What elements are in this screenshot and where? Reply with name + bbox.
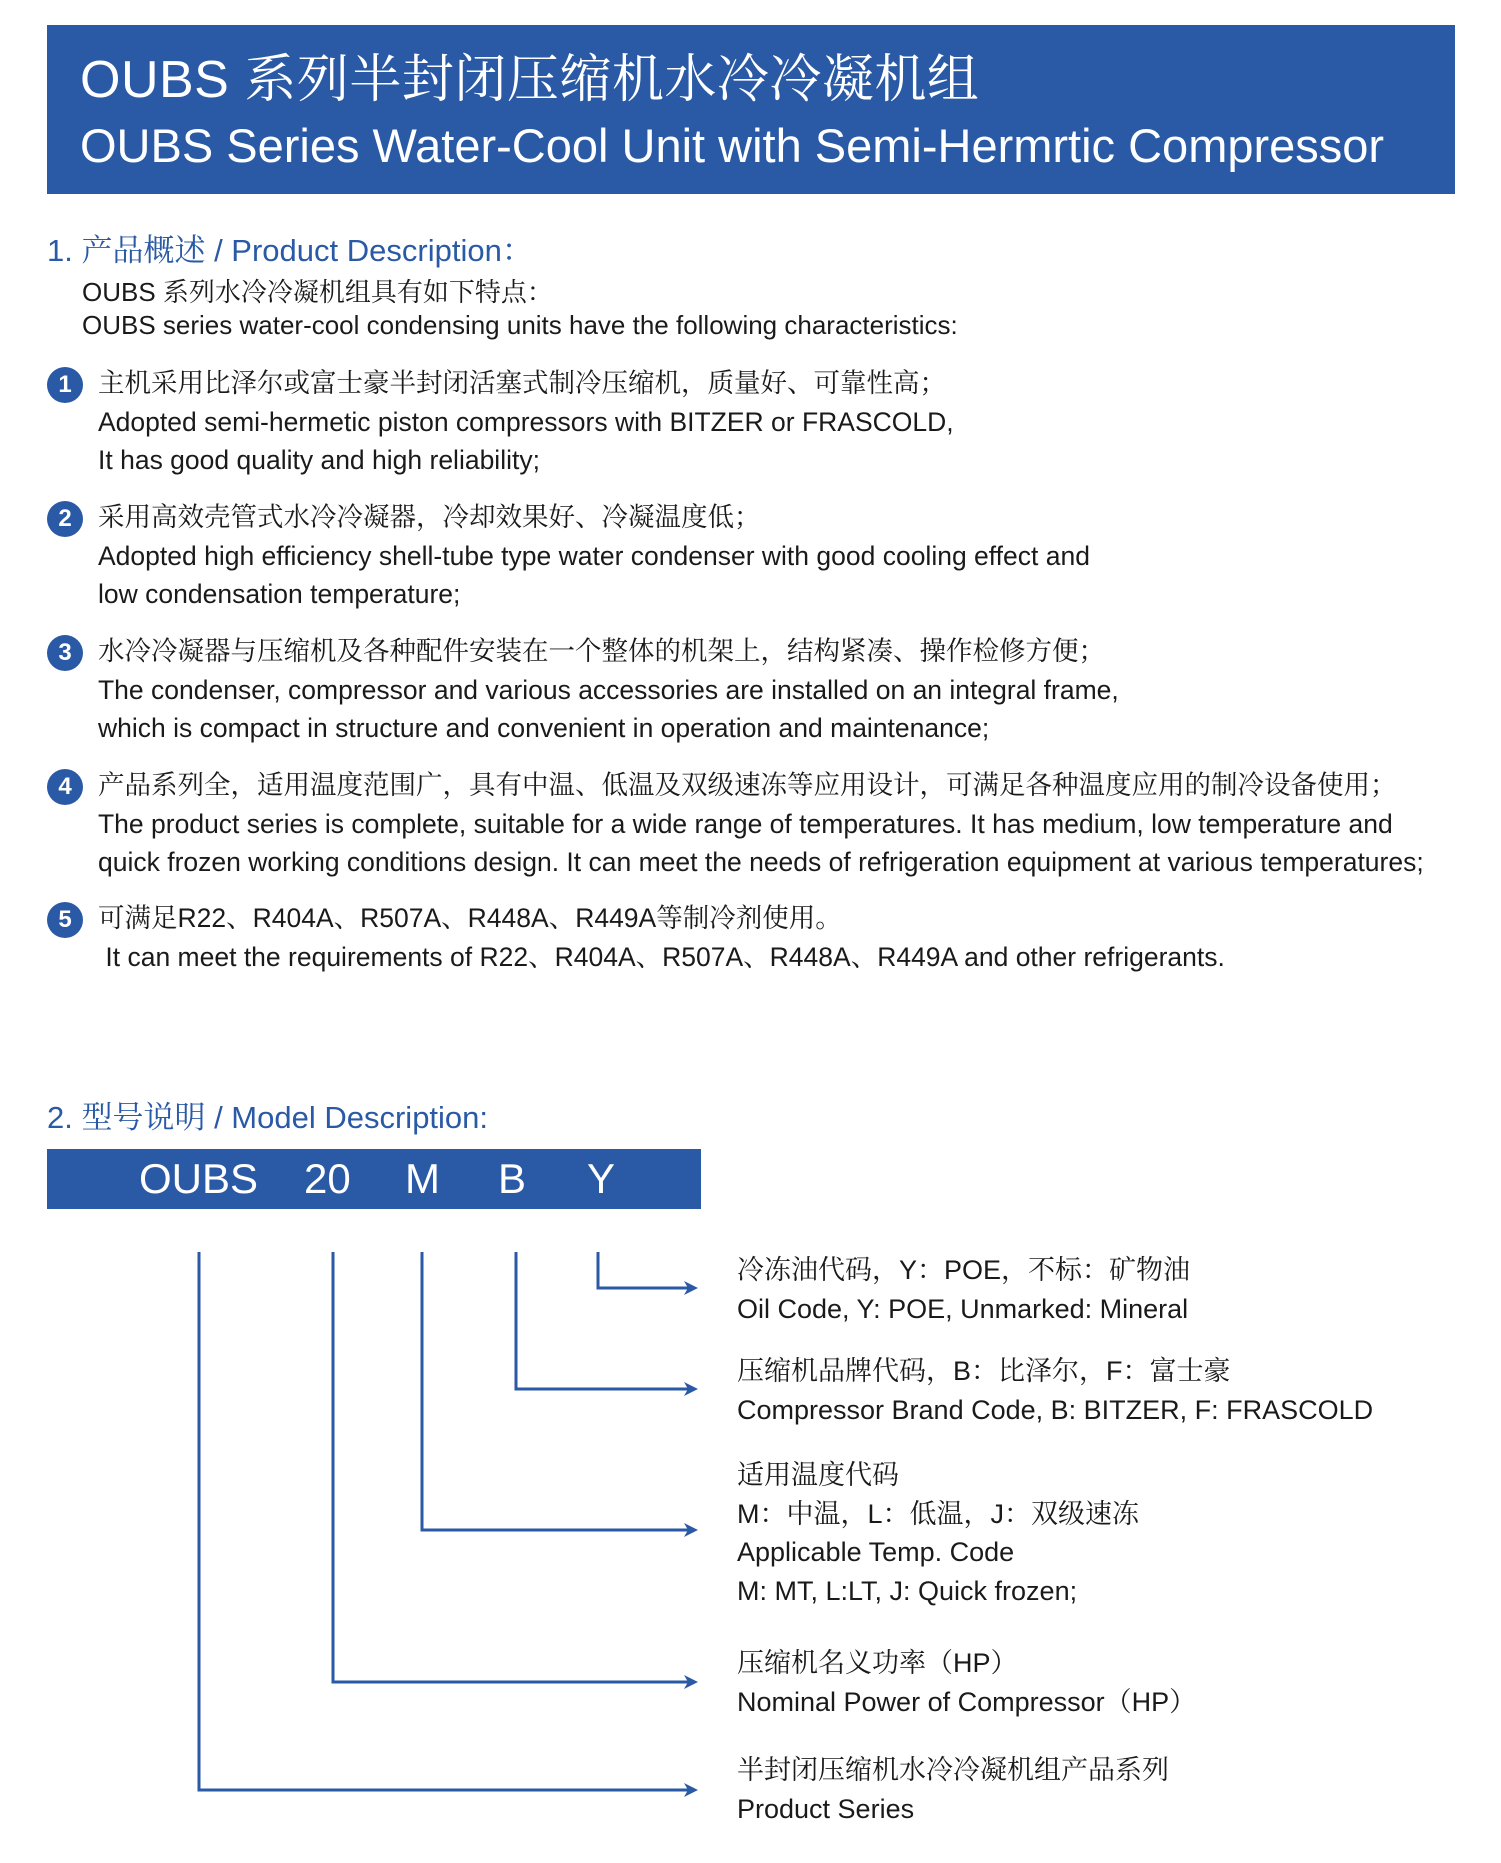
feature-line: 采用高效壳管式水冷冷凝器，冷却效果好、冷凝温度低； <box>98 502 761 532</box>
desc-line: 压缩机名义功率（HP） <box>737 1648 1018 1678</box>
number-badge: 4 <box>47 769 83 805</box>
feature-line: low condensation temperature; <box>98 579 461 609</box>
desc-oil-code <box>737 1251 1190 1328</box>
code-power: 20 <box>304 1155 351 1202</box>
connector-temp <box>422 1252 695 1530</box>
code-brand: B <box>498 1155 527 1202</box>
number-badge: 3 <box>47 635 83 671</box>
code-oil: Y <box>587 1155 616 1202</box>
connector-power <box>333 1252 695 1682</box>
code-series: OUBS <box>139 1155 259 1202</box>
number-badge: 1 <box>47 367 83 403</box>
section2-title: 2. 型号说明 / Model Description: <box>47 1100 489 1135</box>
intro-en: OUBS series water-cool condensing units have the following characteristics: <box>82 310 958 340</box>
desc-series <box>737 1751 1169 1828</box>
connector-oil <box>598 1252 695 1288</box>
desc-line: Compressor Brand Code, B: BITZER, F: FRASCOLD <box>737 1394 1374 1425</box>
connector-brand <box>516 1252 695 1389</box>
section1-title: 1. 产品概述 / Product Description： <box>47 233 533 268</box>
desc-line: 适用温度代码 <box>737 1460 899 1490</box>
feature-line: It can meet the requirements of R22、R404A、R507A、R448A、R449A and other refrigerants. <box>98 941 1225 972</box>
intro-cn: OUBS 系列水冷冷凝机组具有如下特点： <box>82 277 553 307</box>
desc-line: Applicable Temp. Code <box>737 1537 1015 1567</box>
desc-brand-code <box>737 1352 1373 1429</box>
connector-series <box>199 1252 695 1790</box>
desc-line: M：中温，L：低温，J：双级速冻 <box>737 1498 1140 1529</box>
feature-line: The condenser, compressor and various accessories are installed on an integral frame, <box>98 674 1119 705</box>
desc-line: Product Series <box>737 1793 915 1824</box>
feature-line: 可满足R22、R404A、R507A、R448A、R449A等制冷剂使用。 <box>98 903 842 933</box>
code-temp: M <box>405 1155 440 1202</box>
feature-line: The product series is complete, suitable for a wide range of temperatures. It has medium, low temperature and <box>98 808 1393 839</box>
feature-line: Adopted semi-hermetic piston compressors with BITZER or FRASCOLD, <box>98 406 954 437</box>
number-badge: 5 <box>47 902 83 938</box>
desc-line: Nominal Power of Compressor（HP） <box>737 1686 1197 1717</box>
desc-line: 压缩机品牌代码，B：比泽尔，F：富士豪 <box>737 1356 1231 1386</box>
feature-line: 水冷冷凝器与压缩机及各种配件安装在一个整体的机架上，结构紧凑、操作检修方便； <box>98 636 1105 666</box>
feature-line: Adopted high efficiency shell-tube type water condenser with good cooling effect and <box>98 540 1090 571</box>
feature-line: which is compact in structure and convenient in operation and maintenance; <box>98 713 990 743</box>
title-en: OUBS Series Water-Cool Unit with Semi-Hermrtic Compressor <box>80 119 1385 172</box>
desc-line: M: MT, L:LT, J: Quick frozen; <box>737 1575 1078 1606</box>
desc-line: 冷冻油代码，Y：POE，不标：矿物油 <box>737 1255 1191 1285</box>
desc-power <box>737 1644 1196 1721</box>
desc-temp-code <box>737 1456 1139 1610</box>
feature-line: 产品系列全，适用温度范围广，具有中温、低温及双级速冻等应用设计，可满足各种温度应用的制冷设备使用； <box>98 770 1397 800</box>
desc-line: Oil Code, Y: POE, Unmarked: Mineral <box>737 1293 1189 1324</box>
number-badge: 2 <box>47 501 83 537</box>
feature-line: It has good quality and high reliability; <box>98 445 540 475</box>
title-cn: OUBS 系列半封闭压缩机水冷冷凝机组 <box>80 51 980 109</box>
desc-line: 半封闭压缩机水冷冷凝机组产品系列 <box>737 1755 1169 1785</box>
feature-line: 主机采用比泽尔或富士豪半封闭活塞式制冷压缩机，质量好、可靠性高； <box>98 368 946 398</box>
feature-line: quick frozen working conditions design. It can meet the needs of refrigeration equipment at various temperatures; <box>98 847 1424 877</box>
